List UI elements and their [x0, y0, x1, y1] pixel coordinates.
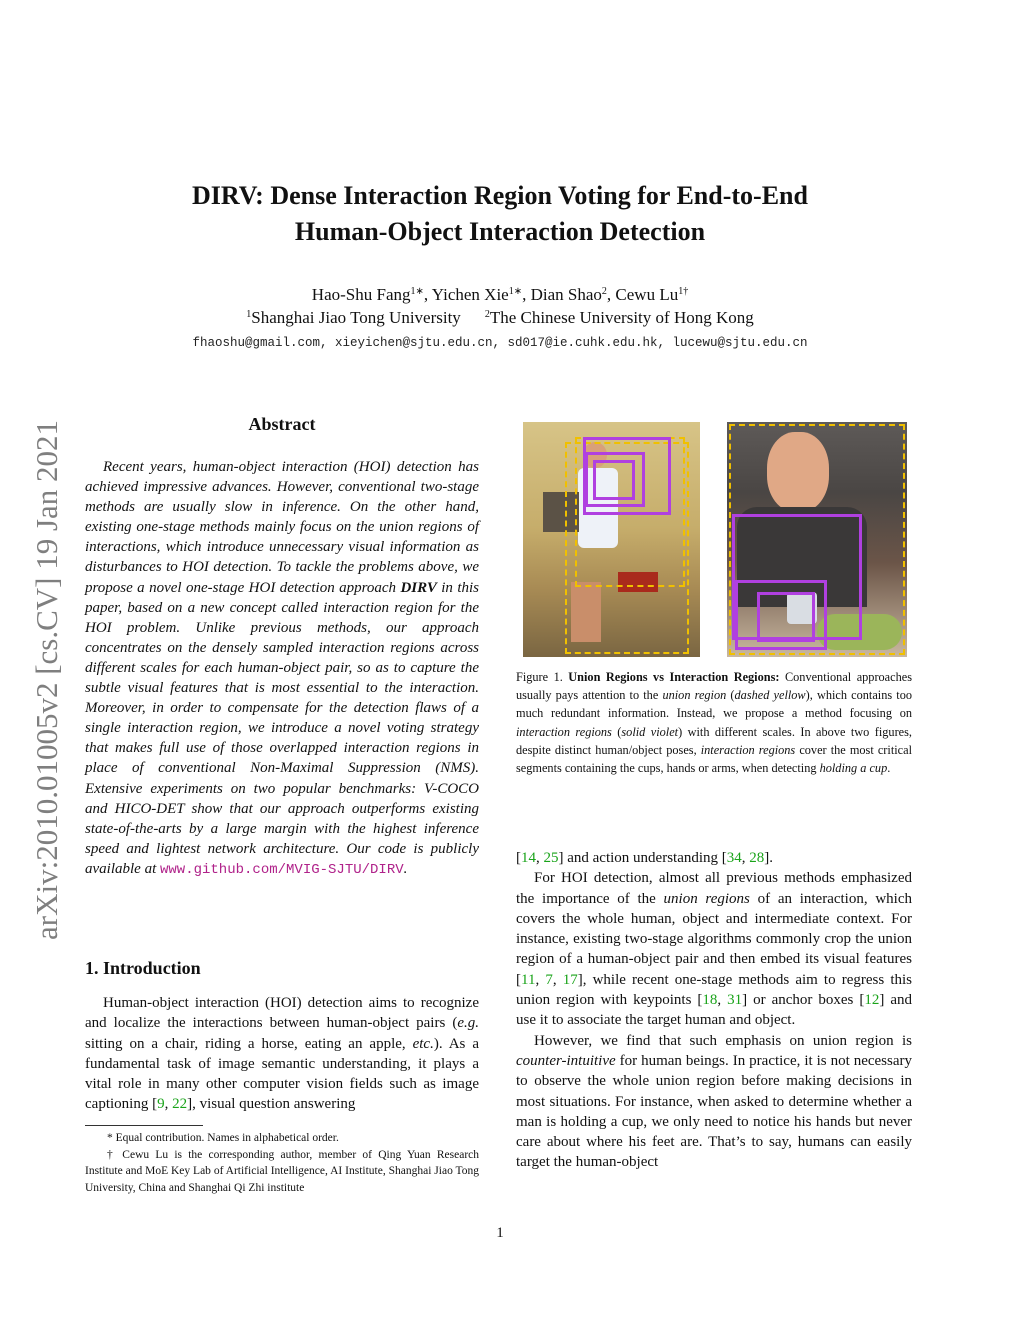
footnote-rule	[85, 1125, 203, 1126]
citation-link[interactable]: 31	[727, 992, 743, 1009]
body-text: ].	[764, 850, 774, 866]
citation-link[interactable]: 28	[749, 850, 765, 866]
paragraph-continued	[516, 848, 912, 868]
caption-bold: Union Regions vs Interaction Regions:	[568, 670, 780, 684]
abstract-text: Recent years, human-object interaction (HOI) detection has achieved impressive advances. However, conventional two-stage methods are usually slow in inference. On the other hand, existing one-stage methods mainly focus on the union regions of interactions, which introduce unnecessary visual information as disturbances to HOI detection. To tackle the problems above, we propose a novel one-stage HOI detection approach	[85, 459, 479, 596]
citation-link[interactable]: 18	[702, 992, 718, 1009]
abstract-heading: Abstract	[248, 414, 316, 434]
title-line-2: Human-Object Interaction Detection	[294, 217, 706, 246]
caption-italic: solid violet	[621, 724, 679, 739]
citation-link[interactable]: 17	[562, 971, 578, 988]
author-mark: 1∗	[410, 286, 424, 297]
caption-italic: interaction regions	[516, 724, 612, 739]
caption-text: Conventional approaches usually pays attention to the	[516, 670, 912, 703]
citation-link[interactable]: 14	[521, 850, 536, 866]
caption-text: ) with different scales. In above two figures, despite distinct human/object poses,	[516, 724, 912, 757]
right-column-body	[516, 848, 912, 1173]
figure-photo-man-with-cup	[727, 422, 907, 657]
citation-link[interactable]: 25	[543, 850, 559, 866]
footnote-equal-contribution: * Equal contribution. Names in alphabetical order.	[107, 1132, 339, 1144]
affiliation-2: The Chinese University of Hong Kong	[489, 308, 754, 327]
body-text-italic: union regions	[663, 890, 750, 907]
citation-link[interactable]: 12	[864, 992, 880, 1009]
figure-1	[520, 420, 912, 660]
body-text: Human-object interaction (HOI) detection aims to recognize and localize the interactions between human-object pairs (	[85, 995, 479, 1032]
citation-link[interactable]: 34	[726, 850, 742, 866]
author-list: Hao-Shu Fang$^{1∗}$, Yichen Xie$^{1∗}$, Dian Shao$^2$, Cewu $Lu^{1\dagger}$	[311, 285, 689, 304]
footnotes	[85, 1130, 479, 1196]
body-text-italic: e.g.	[457, 1015, 479, 1032]
author-name: Yichen Xie	[431, 285, 509, 304]
interaction-region-box	[593, 460, 635, 500]
author-name: Cewu Lu	[615, 285, 679, 304]
caption-italic: interaction regions	[700, 742, 796, 757]
caption-italic: holding a cup	[819, 761, 888, 776]
body-text: ,	[741, 850, 750, 866]
citation-link[interactable]: 22	[172, 1096, 188, 1113]
author-mark: 2	[601, 286, 607, 297]
body-text: However, we find that such emphasis on union region is	[534, 1032, 912, 1049]
affiliation-mark: 2	[484, 309, 490, 320]
body-text: ). As a fundamental task of image semantic understanding, it plays a vital role in many other computer vision fields such as image captioning [	[85, 1035, 479, 1113]
citation-link[interactable]: 11	[521, 971, 536, 988]
abstract-method-name: DIRV	[400, 579, 437, 596]
body-text: ] or anchor boxes [	[742, 992, 865, 1009]
author-emails[interactable]: fhaoshu@gmail.com, xieyichen@sjtu.edu.cn, sd017@ie.cuhk.edu.hk, lucewu@sjtu.edu.cn	[192, 336, 808, 350]
footnote-corresponding-author: † Cewu Lu is the corresponding author, member of Qing Yuan Research Institute and MoE Key Lab of Artificial Intelligence, AI Institute, Shanghai Jiao Tong University, China and Shanghai Qi Zhi institute	[85, 1148, 479, 1194]
body-text: ,	[536, 850, 544, 866]
body-text: ,	[164, 1096, 173, 1113]
paragraph-union-regions	[516, 868, 912, 1030]
affiliation-1: Shanghai Jiao Tong University	[251, 308, 461, 327]
caption-text: cover the most critical segments containing the cups, hands or arms, when detecting	[516, 742, 912, 776]
figure-1-caption	[516, 668, 912, 777]
body-text: sitting on a chair, riding a horse, eating an apple,	[85, 1035, 413, 1052]
citation-link[interactable]: 9	[157, 1096, 165, 1113]
paragraph-counter-intuitive	[516, 1031, 912, 1173]
author-mark: 1∗	[508, 286, 523, 297]
code-link[interactable]: www.github.com/MVIG-SJTU/DIRV	[160, 861, 404, 878]
body-text: ,	[552, 971, 563, 988]
paper-title	[100, 178, 900, 250]
author-mark: 1†	[678, 286, 689, 297]
caption-italic: dashed yellow	[734, 688, 806, 703]
introduction-paragraph	[85, 993, 479, 1115]
body-text: for human beings. In practice, it is not necessary to observe the whole union region before making decisions in most situations. For instance, when asked to determine whether a man is holding a cup, we only need to notice his hands but never care about where his feet are. That’s to say, humans can easily target the human-object	[516, 1052, 912, 1171]
title-line-1: DIRV: Dense Interaction Region Voting for End-to-End	[192, 181, 808, 210]
caption-italic: union region	[662, 688, 727, 703]
caption-label: Figure 1.	[516, 670, 569, 684]
section-heading-introduction: 1. Introduction	[85, 958, 201, 978]
body-text-italic: counter-intuitive	[516, 1052, 616, 1069]
figure-photo-man-at-desk	[523, 422, 700, 657]
body-text: ,	[717, 992, 728, 1009]
body-text-italic: etc.	[412, 1035, 434, 1052]
body-text: ,	[535, 971, 546, 988]
body-text: ] and use it to associate the target human and object.	[516, 992, 912, 1029]
body-text: For HOI detection, almost all previous methods emphasized the importance of the	[516, 870, 912, 907]
citation-link[interactable]: 7	[545, 971, 553, 988]
caption-text: .	[887, 761, 891, 776]
abstract-body	[85, 457, 479, 880]
body-text: of an interaction, which covers the whole human, object and intermediate context. For instance, existing two-stage algorithms commonly crop the union region of a human-object pair and then embed its visual features [	[516, 890, 912, 988]
caption-text: (	[611, 724, 622, 739]
author-name: Dian Shao	[530, 285, 602, 304]
affiliation-mark: 1	[246, 309, 252, 320]
body-text: ] and action understanding [	[558, 850, 727, 866]
caption-text: (	[726, 688, 735, 703]
affiliations	[100, 307, 900, 329]
body-text: [	[516, 850, 521, 866]
page-number: 1	[496, 1225, 504, 1241]
interaction-region-box	[757, 592, 815, 642]
caption-text: ), which contains too much redundant information. Instead, we propose a method focusing on	[516, 688, 913, 721]
arxiv-stamp: arXiv:2010.01005v2 [cs.CV] 19 Jan 2021	[29, 419, 64, 940]
body-text: ], while recent one-stage methods aim to regress this union region with keypoints [	[516, 971, 913, 1009]
body-text: ], visual question answering	[187, 1096, 356, 1113]
abstract-text: in this paper, based on a new concept called interaction region for the HOI problem. Unlike previous methods, our approach concentrates on the densely sampled interaction regions across different scales for each human-object pair, so as to capture the subtle visual features that is most essential to the interaction. Moreover, in order to compensate for the detection flaws of a single interaction region, we introduce a novel voting strategy that makes full use of those overlapped interaction regions in place of conventional Non-Maximal Suppression (NMS). Extensive experiments on two popular benchmarks: V-COCO and HICO-DET show that our approach outperforms existing state-of-the-arts by a large margin with the highest inference speed and lightest network architecture. Our code is publicly available at	[85, 579, 479, 877]
author-name: Hao-Shu Fang	[311, 285, 411, 304]
abstract-end: .	[403, 860, 408, 877]
